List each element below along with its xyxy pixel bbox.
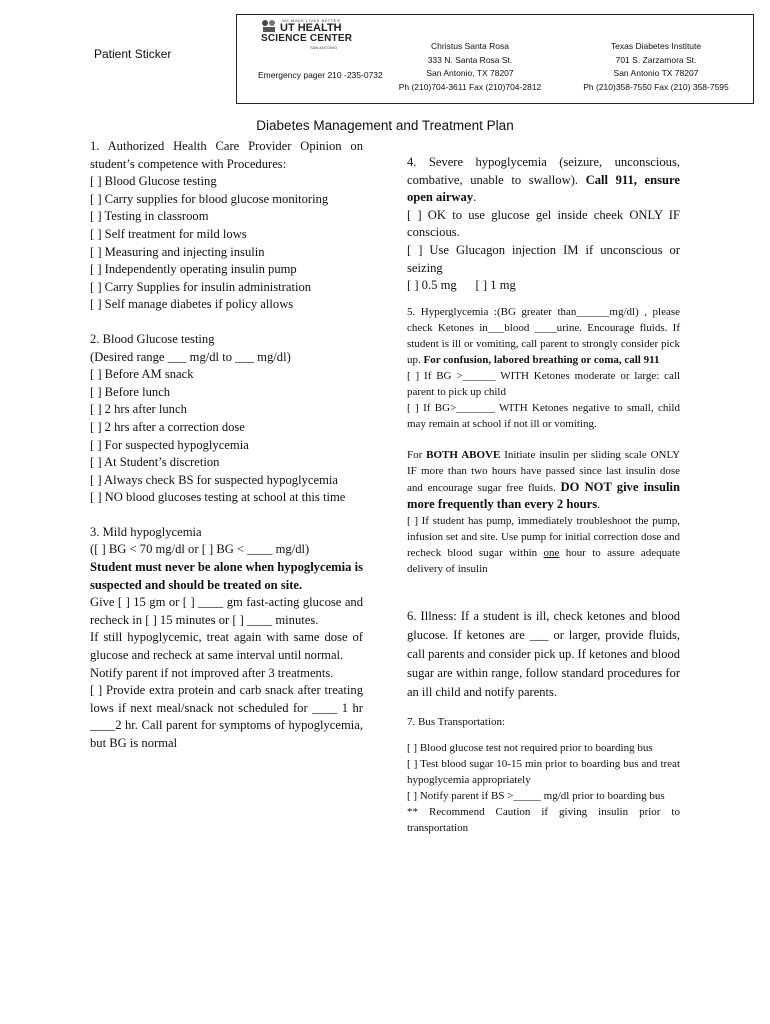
section2-item: [ ] Before AM snack (90, 367, 194, 382)
section5-bold: For confusion, labored breathing or coma, call 911 (423, 353, 660, 366)
section3-criteria: ([ ] BG < 70 mg/dl or [ ] BG < ____ mg/dl) (90, 542, 310, 557)
section3-give: Give [ ] 15 gm or [ ] ____ gm fast-acting glucose and recheck in [ ] 15 minutes or [ ] ____ minutes. (90, 595, 363, 627)
section2-item: [ ] At Student’s discretion (90, 455, 220, 470)
logo-tagline: WE MAKE LIVES BETTER (282, 18, 341, 23)
section1-item: [ ] Self manage diabetes if policy allows (90, 297, 294, 312)
section2-item: [ ] Always check BS for suspected hypoglycemia (90, 472, 338, 487)
section1-heading: 1. Authorized Health Care Provider Opinion on student’s competence with Procedures: (90, 139, 363, 171)
logo-mark-icon (260, 19, 278, 33)
section7-item: [ ] Notify parent if BS >_____ mg/dl prior to boarding bus (407, 789, 665, 802)
section1-item: [ ] Measuring and injecting insulin (90, 244, 265, 259)
both-bold1: BOTH ABOVE (426, 448, 501, 461)
section2-heading: 2. Blood Glucose testing (90, 331, 215, 346)
both-body: Initiate insulin per sliding scale ONLY IF more than two hours have passed since last insulin dose and encourage sugar free fluids. (407, 448, 681, 494)
both-bold2: DO NOT give insulin more frequently than every 2 hours (407, 479, 680, 511)
section2-item: [ ] NO blood glucoses testing at school at this time (90, 490, 346, 505)
logo-sub: SAN ANTONIO (310, 45, 338, 50)
pump-post: hour to assure adequate delivery of insulin (407, 546, 680, 575)
logo-line2: SCIENCE CENTER (261, 33, 353, 44)
right-column (407, 154, 680, 836)
christus-address (390, 40, 550, 94)
emergency-pager: Emergency pager 210 -235-0732 (258, 70, 383, 80)
christus-phone: Ph (210)704-3611 Fax (210)704-2812 (398, 81, 542, 92)
patient-sticker-label: Patient Sticker (94, 47, 172, 61)
texas-address (566, 40, 746, 94)
section6-text: 6. Illness: If a student is ill, check ketones and blood glucose. If ketones are ___ or larger, provide fluids, call parents and consider pick up. If ketones and blood sugar are within range, follow standard procedures for an ill child and notify parents. (407, 608, 680, 699)
section5-text (407, 304, 680, 368)
logo-line1: UT HEALTH (280, 22, 342, 34)
section3-warning-text: Student must never be alone when hypoglycemia is suspected and should be treated on site. (90, 560, 363, 592)
section4-text: 4. Severe hypoglycemia (seizure, unconscious, combative, unable to swallow). Call 911, ensure open airway. (407, 155, 680, 205)
section3-protein: [ ] Provide extra protein and carb snack after treating lows if next meal/snack not scheduled for ____ 1 hr ____2 hr. Call parent for symptoms of hypoglycemia, but BG is normal (90, 683, 363, 750)
pump-underline: one (543, 546, 560, 559)
section5-intro: 5. Hyperglycemia :(BG greater than______mg/dl) , please check Ketones in___blood ____urine. Encourage fluids. If student is ill or vomiting, call parent to strongly consider pick up. (407, 305, 680, 366)
texas-name: Texas Diabetes Institute (610, 41, 702, 51)
both-above-text: For BOTH ABOVE Initiate insulin per sliding scale ONLY IF more than two hours have passed since last insulin dose and encourage sugar free fluids. DO NOT give insulin more frequently than every 2 hours. (407, 448, 681, 511)
document-title: Diabetes Management and Treatment Plan (256, 118, 514, 133)
ut-health-logo (258, 18, 370, 50)
section3-still: If still hypoglycemic, treat again with same dose of glucose and recheck at same interval until normal. (90, 630, 363, 663)
both-pre: For (407, 448, 423, 461)
section4-call911: Call 911, ensure open airway (407, 172, 680, 205)
section3-heading: 3. Mild hypoglycemia (90, 524, 202, 539)
section4-doses: [ ] 0.5 mg [ ] 1 mg (407, 278, 516, 293)
section1-item: [ ] Carry supplies for blood glucose monitoring (90, 191, 329, 206)
section2-item: [ ] For suspected hypoglycemia (90, 437, 249, 452)
pump-text (407, 513, 680, 577)
section2-range: (Desired range ___ mg/dl to ___ mg/dl) (90, 349, 291, 364)
section7-item: [ ] Blood glucose test not required prior to boarding bus (407, 741, 653, 754)
section1-item: [ ] Testing in classroom (90, 209, 209, 224)
section3-notify: Notify parent if not improved after 3 treatments. (90, 665, 334, 680)
section7-heading: 7. Bus Transportation: (407, 715, 506, 728)
texas-street: 701 S. Zarzamora St. (615, 54, 697, 65)
section1-item: [ ] Carry Supplies for insulin administration (90, 279, 312, 294)
section7-item: ** Recommend Caution if giving insulin prior to transportation (407, 805, 680, 834)
christus-city: San Antonio, TX 78207 (426, 68, 514, 78)
section1-item: [ ] Blood Glucose testing (90, 174, 217, 189)
section2-item: [ ] 2 hrs after lunch (90, 402, 187, 417)
section4-intro: 4. Severe hypoglycemia (seizure, unconscious, combative, unable to swallow). (407, 155, 680, 187)
section5-ketones-negative: [ ] If BG>_______ WITH Ketones negative to small, child may remain at school if not ill or vomiting. (407, 401, 680, 430)
left-column (90, 138, 363, 753)
section3-warning (90, 559, 363, 594)
christus-street: 333 N. Santa Rosa St. (427, 54, 513, 65)
section1-item: [ ] Self treatment for mild lows (90, 226, 247, 241)
christus-name: Christus Santa Rosa (431, 41, 509, 51)
pump-pre: [ ] If student has pump, immediately troubleshoot the pump, infusion set and site. Use pump for initial correction dose and recheck blood sugar within (407, 514, 680, 559)
section4-glucagon: [ ] Use Glucagon injection IM if unconscious or seizing (407, 242, 680, 275)
section4-gel: [ ] OK to use glucose gel inside cheek ONLY IF conscious. (407, 207, 680, 240)
section2-item: [ ] 2 hrs after a correction dose (90, 419, 245, 434)
texas-phone: Ph (210)358-7550 Fax (210) 358-7595 (583, 81, 729, 92)
section2-item: [ ] Before lunch (90, 384, 171, 399)
section5-ketones-positive: [ ] If BG >______ WITH Ketones moderate or large: call parent to pick up child (407, 369, 680, 398)
section1-item: [ ] Independently operating insulin pump (90, 262, 297, 277)
texas-city: San Antonio TX 78207 (613, 68, 699, 78)
section7-item: [ ] Test blood sugar 10-15 min prior to boarding bus and treat hypoglycemia appropriately (407, 757, 680, 786)
